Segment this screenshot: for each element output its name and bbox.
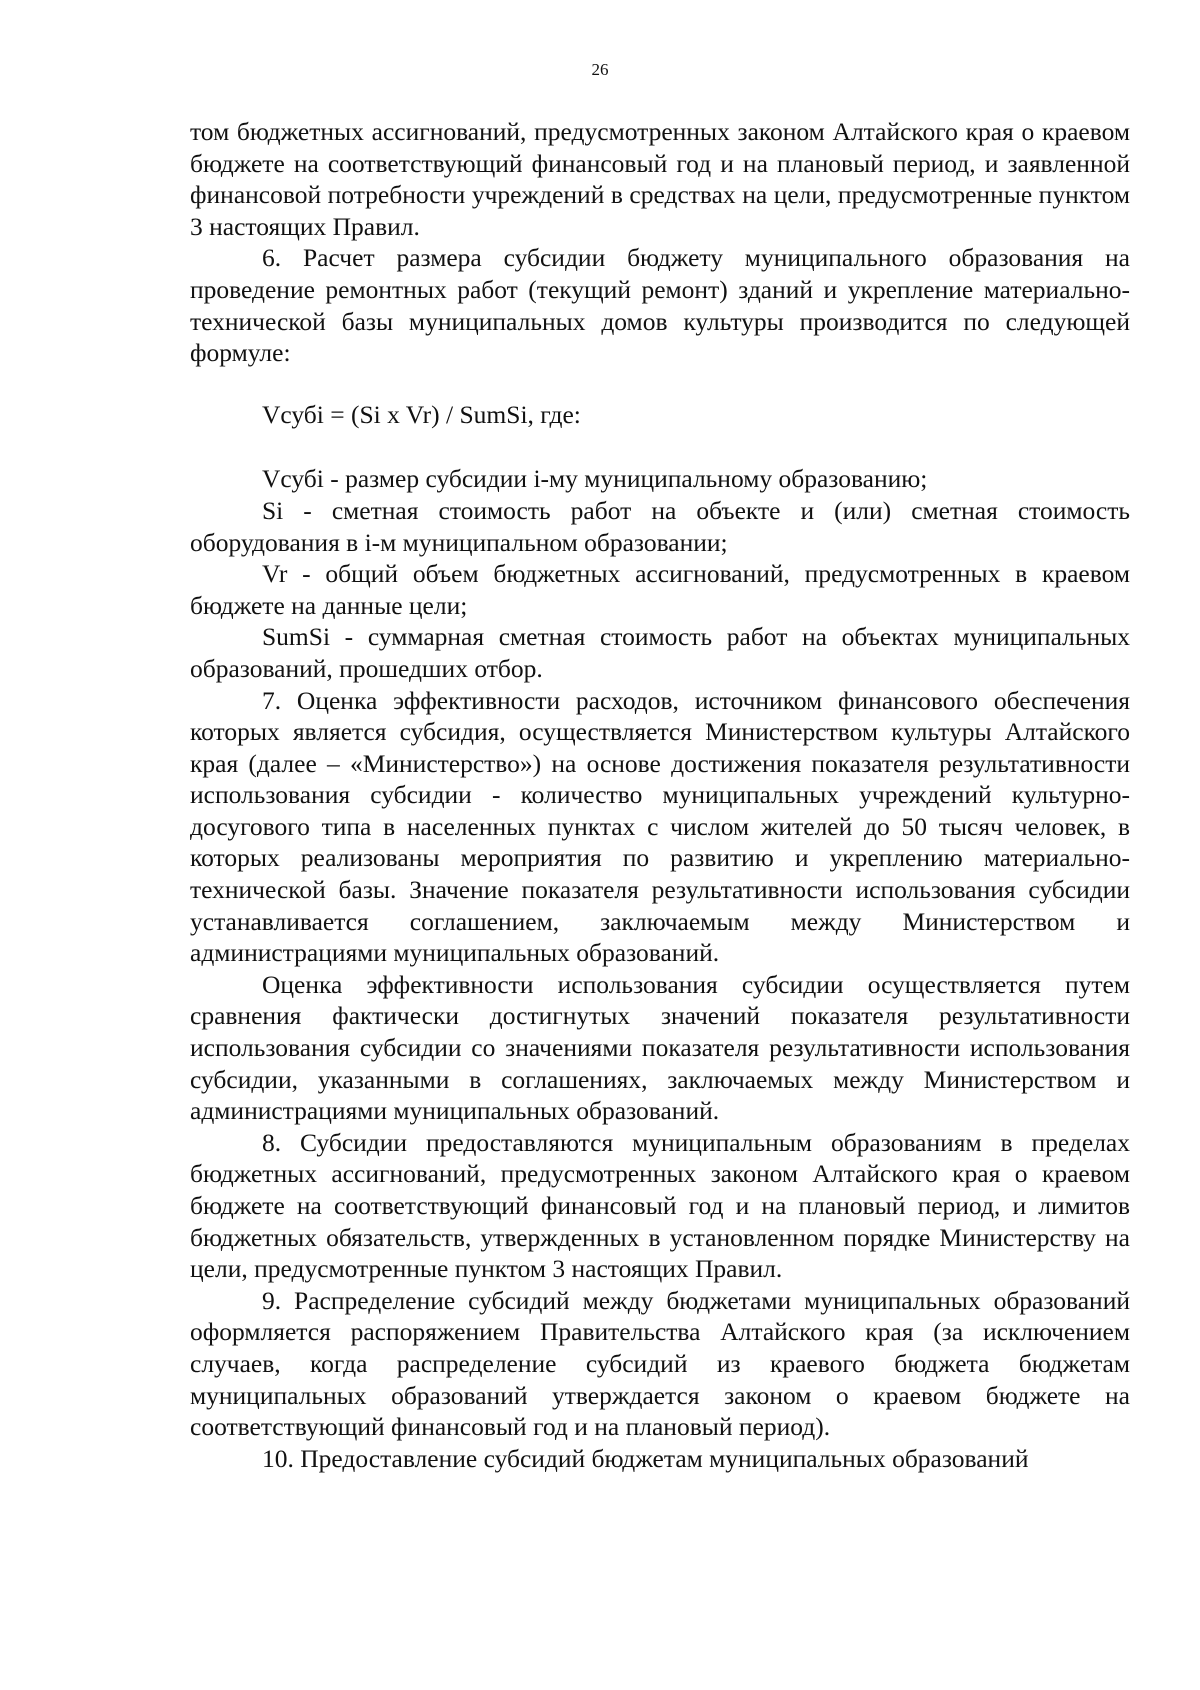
paragraph-item-6: 6. Расчет размера субсидии бюджету муниципального образования на проведение ремонтных работ (текущий ремонт) зданий и укрепление материально-технической базы муниципальных домов культуры производится по следующей формуле:: [190, 243, 1130, 368]
paragraph-item-9: 9. Распределение субсидий между бюджетами муниципальных образований оформляется распоряжением Правительства Алтайского края (за исключением случаев, когда распределение субсидий из краевого бюджета бюджетам муниципальных образований утверждается законом о краевом бюджете на соответствующий финансовый год и на плановый период).: [190, 1285, 1130, 1442]
formula: Vсубi = (Si x Vr) / SumSi, где:: [262, 399, 581, 429]
document-body: [190, 116, 1130, 1474]
paragraph-evaluation: Оценка эффективности использования субсидии осуществляется путем сравнения фактически достигнутых значений показателя результативности использования субсидии со значениями показателя результативности использования субсидии, указанными в соглашениях, заключаемых между Министерством и администрациями муниципальных образований.: [190, 969, 1130, 1126]
paragraph-continuation: том бюджетных ассигнований, предусмотренных законом Алтайского края о краевом бюджете на соответствующий финансовый год и на плановый период, и заявленной финансовой потребности учреждений в средствах на цели, предусмотренные пунктом 3 настоящих Правил.: [190, 117, 1130, 241]
page-number: 26: [591, 60, 609, 79]
definition-sumsi: SumSi - суммарная сметная стоимость работ на объектах муниципальных образований, прошедших отбор.: [190, 622, 1130, 683]
definition-vsub: Vсубi - размер субсидии i-му муниципальному образованию;: [262, 464, 928, 494]
paragraph-item-10: 10. Предоставление субсидий бюджетам муниципальных образований: [262, 1443, 1029, 1473]
definition-vr: Vr - общий объем бюджетных ассигнований, предусмотренных в краевом бюджете на данные цели;: [190, 559, 1130, 620]
paragraph-item-7: 7. Оценка эффективности расходов, источником финансового обеспечения которых является субсидия, осуществляется Министерством культуры Алтайского края (далее – «Министерство») на основе достижения показателя результативности использования субсидии - количество муниципальных учреждений культурно-досугового типа в населенных пунктах с числом жителей до 50 тысяч человек, в которых реализованы мероприятия по развитию и укреплению материально-технической базы. Значение показателя результативности использования субсидии устанавливается соглашением, заключаемым между Министерством и администрациями муниципальных образований.: [190, 685, 1130, 968]
definition-si: Si - сметная стоимость работ на объекте и (или) сметная стоимость оборудования в i-м муниципальном образовании;: [190, 495, 1130, 557]
paragraph-item-8: 8. Субсидии предоставляются муниципальным образованиям в пределах бюджетных ассигнований, предусмотренных законом Алтайского края о краевом бюджете на соответствующий финансовый год и на плановый период, и лимитов бюджетных обязательств, утвержденных в установленном порядке Министерству на цели, предусмотренные пунктом 3 настоящих Правил.: [190, 1127, 1130, 1284]
